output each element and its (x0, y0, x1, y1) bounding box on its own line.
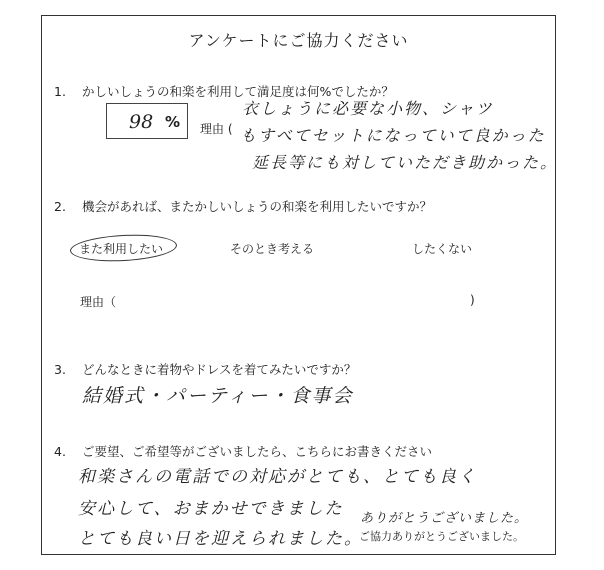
question-2-number: 2. (54, 199, 66, 214)
question-2-text: 機会があれば、またかしいしょうの和楽を利用したいですか？ (82, 199, 433, 214)
question-4-answer-line-1: 和楽さんの電話での対応がとても、とても良く (78, 467, 477, 487)
option-consider-later[interactable]: そのとき考える (230, 242, 315, 256)
percent-unit: % (165, 113, 181, 131)
question-2-reason-label: 理由（ (80, 295, 117, 309)
question-1-answer-line-3: 延長等にも対していただき助かった。 (252, 153, 559, 172)
question-1-answer-line-2: もすべてセットになっていて良かった (240, 126, 546, 145)
option-use-again[interactable]: また利用したい (79, 242, 164, 256)
question-1-answer-line-1: 衣しょうに必要な小物、シャツ (242, 99, 494, 118)
question-4-text: ご要望、ご希望等がございましたら、こちらにお書きください (82, 444, 433, 459)
form-title: アンケートにご協力ください (188, 31, 409, 50)
question-3-number: 3. (54, 362, 66, 377)
satisfaction-percent-box[interactable] (106, 103, 188, 139)
handwritten-thanks: ありがとうございました。 (360, 511, 529, 526)
question-1-number: 1. (54, 84, 66, 99)
reason-label-text: 理由 (200, 122, 225, 136)
question-4 (54, 442, 432, 460)
question-2 (54, 197, 432, 215)
satisfaction-percent-value: 98 (129, 111, 154, 133)
question-2-reason-close-paren: ) (470, 293, 475, 307)
question-4-number: 4. (54, 444, 66, 459)
reason-open-paren: ( (227, 122, 233, 136)
question-4-answer-line-3: とても良い日を迎えられました。 (78, 529, 363, 549)
question-3-text: どんなときに着物やドレスを着てみたいですか？ (82, 362, 357, 377)
option-not-use[interactable]: したくない (412, 242, 473, 256)
question-4-answer-line-2: 安心して、おまかせできました (78, 499, 344, 519)
question-1-reason-label (200, 120, 233, 137)
printed-thanks: ご協力ありがとうございました。 (359, 530, 524, 543)
survey-form (41, 15, 559, 555)
question-3-answer: 結婚式・パーティー・食事会 (82, 385, 354, 407)
question-1-text: かしいしょうの和楽を利用して満足度は何%でしたか？ (82, 84, 394, 99)
question-3 (54, 360, 356, 378)
